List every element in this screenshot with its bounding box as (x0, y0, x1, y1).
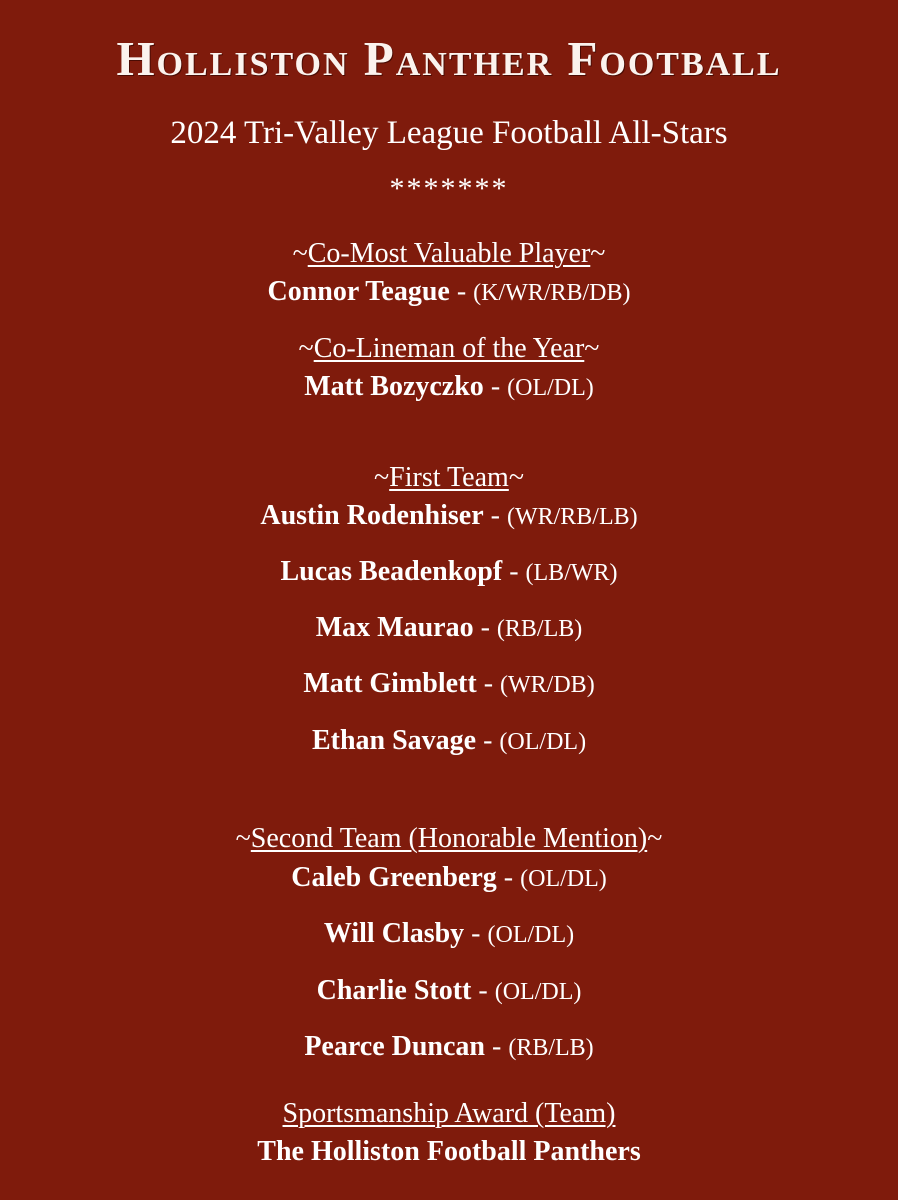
player-row: Connor Teague - (K/WR/RB/DB) (267, 276, 631, 307)
player-position: (OL/DL) (494, 979, 582, 1005)
sportsmanship-team: The Holliston Football Panthers (257, 1136, 641, 1167)
player-name: Connor Teague (267, 276, 450, 307)
player-row: Charlie Stott - (OL/DL) (316, 975, 582, 1006)
lineman-heading: ~Co-Lineman of the Year~ (298, 333, 600, 364)
player-name: Austin Rodenhiser (260, 500, 484, 531)
player-row: Matt Bozyczko - (OL/DL) (304, 371, 594, 402)
player-name: Matt Bozyczko (304, 371, 484, 402)
player-position: (OL/DL) (507, 375, 594, 401)
lineman-heading-text: Co-Lineman of the Year (313, 333, 585, 364)
player-position: (RB/LB) (496, 616, 583, 642)
player-row: Caleb Greenberg - (OL/DL) (291, 862, 607, 893)
player-name: Charlie Stott (316, 975, 472, 1006)
second-team-heading: ~Second Team (Honorable Mention)~ (235, 823, 663, 854)
page-title: Holliston Panther Football (116, 31, 782, 86)
first-team-heading: ~First Team~ (374, 462, 524, 493)
player-name: Caleb Greenberg (291, 862, 497, 893)
player-position: (WR/RB/LB) (506, 504, 638, 530)
mvp-heading-text: Co-Most Valuable Player (307, 238, 591, 269)
player-row: Austin Rodenhiser - (WR/RB/LB) (260, 500, 638, 531)
player-position: (LB/WR) (525, 560, 618, 586)
sportsmanship-heading (0, 1098, 898, 1130)
player-name: Lucas Beadenkopf (280, 556, 503, 587)
player-position: (OL/DL) (520, 866, 607, 892)
player-position: (OL/DL) (499, 729, 587, 755)
player-row: Max Maurao - (RB/LB) (315, 612, 583, 643)
player-row: Ethan Savage - (OL/DL) (311, 725, 587, 756)
player-position: (K/WR/RB/DB) (473, 280, 631, 306)
page-subtitle: 2024 Tri-Valley League Football All-Stars (170, 115, 728, 151)
player-name: Max Maurao (315, 612, 474, 643)
player-row: Lucas Beadenkopf - (LB/WR) (280, 556, 618, 587)
mvp-heading: ~Co-Most Valuable Player~ (292, 238, 606, 269)
player-row: Will Clasby - (OL/DL) (323, 918, 575, 949)
player-position: (WR/DB) (500, 672, 595, 698)
separator: ******* (389, 172, 509, 205)
player-position: (OL/DL) (487, 922, 575, 948)
second-team-heading-text: Second Team (Honorable Mention) (250, 823, 648, 854)
player-position: (RB/LB) (508, 1035, 594, 1061)
player-name: Matt Gimblett (303, 668, 477, 699)
sportsmanship-heading-text: Sportsmanship Award (Team) (282, 1098, 616, 1129)
player-name: Pearce Duncan (304, 1031, 485, 1062)
player-name: Will Clasby (323, 918, 465, 949)
player-row: Matt Gimblett - (WR/DB) (303, 668, 595, 699)
first-team-heading-text: First Team (389, 462, 509, 493)
player-row: Pearce Duncan - (RB/LB) (304, 1031, 594, 1062)
player-name: Ethan Savage (311, 725, 477, 756)
